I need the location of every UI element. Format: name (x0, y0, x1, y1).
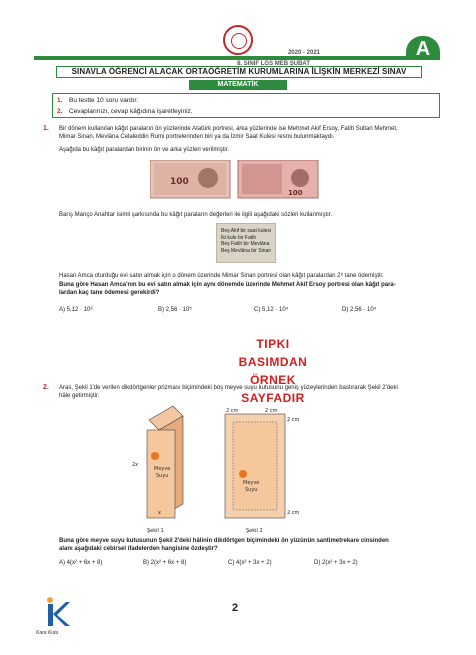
q1-question-line: lardan kaç tane ödemesi gerekirdi? (59, 290, 160, 296)
juice-box-figures (125, 404, 305, 536)
q1-text-line: Mimar Sinan, Mevlâna Celaleddin Rumi portrelerinden biri ya da İzmir Saat Kulesi resmi bulunmaktaydı. (59, 134, 335, 140)
q2-option-d[interactable]: D) 2(x² + 3x + 2) (314, 560, 358, 566)
figure-2 (225, 408, 300, 534)
fig2-dim-label: 2 cm (226, 408, 239, 414)
fig1-height-label: 2x (132, 462, 139, 468)
q2-question-line: Buna göre meyve suyu kutusunun Şekil 2'deki hâlinin dikdörtgen biçimindeki ön yüzünün santimetrekare cinsinden (59, 538, 389, 544)
q1-option-b[interactable]: B) 2,56 · 10⁵ (158, 307, 192, 313)
q1-option-a[interactable]: A) 5,12 · 10⁶ (59, 307, 93, 313)
subject-label: MATEMATİK (189, 80, 287, 90)
figure-1-label: Şekil 1 (147, 528, 164, 534)
banknote-images (150, 160, 320, 200)
q2-text-line: Aras, Şekil 1'de verilen dikdörtgenler prizması biçimindeki boş meyve suyu kutusunu geniş yüzeylerinden bastırarak Şekil 2'deki (59, 385, 398, 391)
q2-question-line: alanı aşağıdaki cebirsel ifadelerden hangisine özdeştir? (59, 546, 218, 552)
q2-text-line: hâle getirmiştir. (59, 393, 100, 399)
lyrics-note (216, 223, 276, 263)
stamp-line: ÖRNEK SAYFADIR (241, 373, 305, 405)
sample-page-stamp (231, 335, 315, 405)
lyric-line: Beş Mevlâna bir Sinan (221, 247, 272, 254)
question-1-number: 1. (43, 125, 49, 132)
figure-2-label: Şekil 2 (246, 528, 263, 534)
q2-option-a[interactable]: A) 4(x² + 6x + 8) (59, 560, 103, 566)
instruction-item: 1. Bu testte 10 soru vardır. (57, 97, 139, 104)
q1-option-c[interactable]: C) 5,12 · 10⁴ (254, 307, 289, 313)
banknote-back-value: 100 (288, 189, 303, 197)
q1-text-line: Aşağıda bu kâğıt paralardan birinin ön ve arka yüzleri verilmiştir. (59, 147, 230, 153)
lyric-line: Beş Akif bir saat kulesi (221, 228, 272, 234)
page-number: 2 (232, 602, 239, 614)
exam-session: 8. SINIF LGS MEB ŞUBAT (237, 61, 310, 67)
lyric-line: Beş Fatih bir Mevlâna (221, 241, 270, 247)
fig1-width-label: x (158, 510, 161, 516)
q1-intro2: Barış Manço Anahtar isimli şarkısında bu kâğıt paraların değerleri ile ilgili aşağıdaki sözleri kullanmıştır. (59, 212, 333, 218)
booklet-type-badge: A (406, 36, 440, 60)
header-rule (34, 56, 410, 60)
fig1-box-text: Suyu (156, 473, 169, 479)
q2-option-c[interactable]: C) 4(x² + 3x + 2) (228, 560, 272, 566)
q1-text3: Hasan Amca oturduğu evi satın almak için o dönem üzerinde Mimar Sinan portresi olan kâğıt paralardan 2⁸ tane ödemiştir. (59, 273, 384, 279)
instructions-box (52, 93, 440, 118)
question-2-number: 2. (43, 384, 49, 391)
fig2-box-text: Suyu (245, 487, 258, 493)
banknote-front-value: 100 (170, 177, 189, 187)
fig2-dim-label: 2 cm (287, 417, 300, 423)
q2-option-b[interactable]: B) 2(x² + 6x + 8) (143, 560, 187, 566)
banknote-back (238, 160, 318, 198)
q1-question-line: Buna göre Hasan Amca'nın bu evi satın almak için aynı dönemde üzerinde Mehmet Akif Ersoy portresi olan kâğıt para- (59, 282, 396, 288)
figure-1 (132, 406, 183, 534)
fig2-dim-label: 2 cm (287, 510, 300, 516)
publisher-name: Kara Kutu (36, 630, 59, 636)
exam-year: 2020 - 2021 (287, 50, 320, 56)
publisher-logo (38, 596, 72, 628)
q1-option-d[interactable]: D) 2,56 · 10⁴ (342, 307, 377, 313)
fig2-dim-label: 2 cm (265, 408, 278, 414)
fig1-box-text: Meyve (154, 466, 171, 472)
q1-text-line: Bir dönem kullanılan kâğıt paraların ön yüzlerinde Atatürk portresi, arka yüzlerinde ise Mehmet Akif Ersoy, Fatih Sultan Mehmet, (59, 126, 398, 132)
ministry-seal (223, 25, 253, 55)
exam-title: SINAVLA ÖĞRENCİ ALACAK ORTAÖĞRETİM KURUMLARINA İLİŞKİN MERKEZİ SINAV (56, 66, 422, 78)
instruction-item: 2. Cevaplarınızı, cevap kâğıdına işaretleyiniz. (57, 108, 193, 115)
banknote-front (150, 160, 230, 198)
stamp-line: TIPKI BASIMDAN (238, 337, 308, 369)
fig2-box-text: Meyve (243, 480, 260, 486)
lyric-line: İki kule bir Fatih (221, 234, 257, 241)
